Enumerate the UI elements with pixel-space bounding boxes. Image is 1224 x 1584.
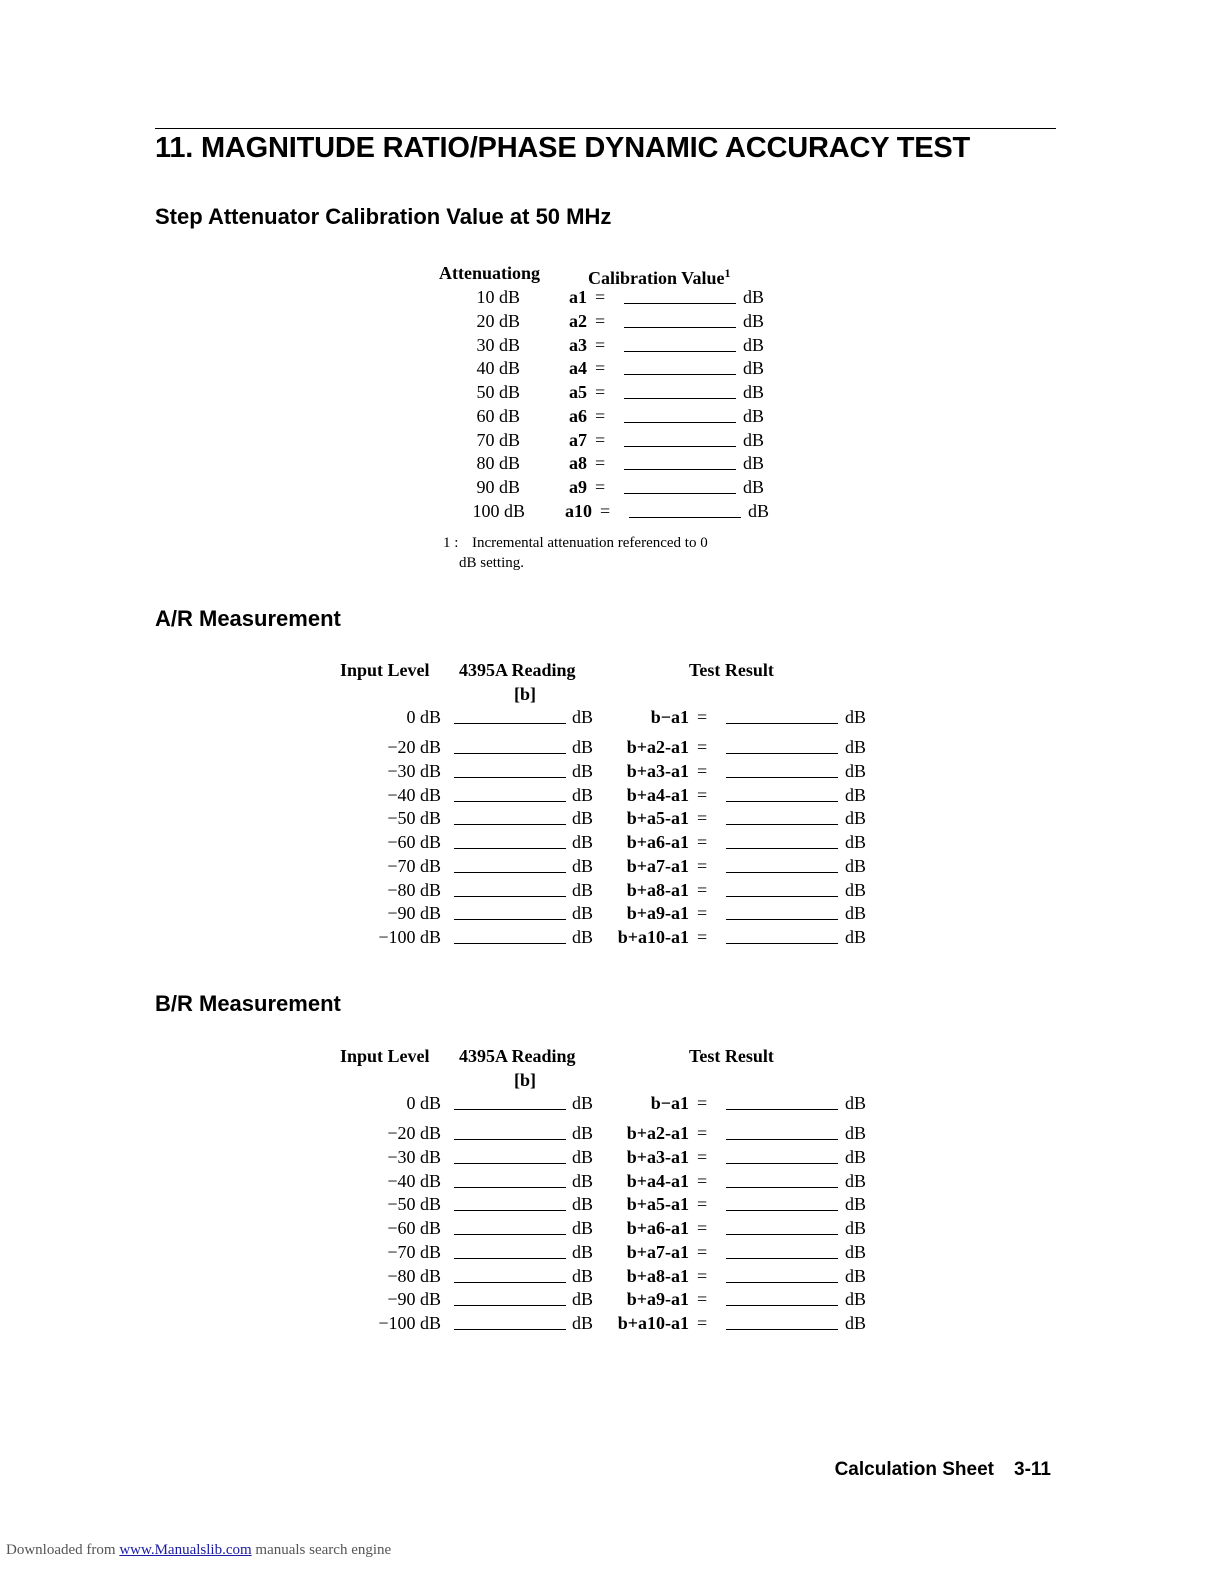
- test-result-field[interactable]: [726, 1234, 838, 1235]
- reading-field[interactable]: [454, 1109, 566, 1110]
- equals-sign: =: [697, 707, 708, 727]
- result-unit: dB: [845, 1266, 867, 1286]
- equals-sign: =: [595, 477, 606, 497]
- equals-sign: =: [595, 453, 606, 473]
- equals-sign: =: [697, 1266, 708, 1286]
- reading-unit: dB: [572, 856, 594, 876]
- result-unit: dB: [845, 1147, 867, 1167]
- reading-unit: dB: [572, 737, 594, 757]
- result-unit: dB: [845, 707, 867, 727]
- reading-unit: dB: [572, 785, 594, 805]
- result-formula: b+a3-a1: [626, 761, 689, 781]
- calibration-value-field[interactable]: [624, 374, 736, 375]
- equals-sign: =: [697, 785, 708, 805]
- test-result-field[interactable]: [726, 824, 838, 825]
- calibration-value-field[interactable]: [624, 327, 736, 328]
- reading-field[interactable]: [454, 1329, 566, 1330]
- calibration-label: a10: [565, 501, 592, 521]
- col-reading-subheader: [b]: [514, 684, 536, 704]
- attenuation-value: 80 dB: [476, 453, 520, 473]
- input-level: −40 dB: [387, 785, 441, 805]
- equals-sign: =: [697, 1289, 708, 1309]
- col-input-level-header: Input Level: [340, 660, 430, 680]
- reading-unit: dB: [572, 1289, 594, 1309]
- test-result-field[interactable]: [726, 1305, 838, 1306]
- input-level: −100 dB: [378, 1313, 441, 1333]
- reading-unit: dB: [572, 1093, 594, 1113]
- attenuation-value: 50 dB: [476, 382, 520, 402]
- result-formula: b+a10-a1: [617, 1313, 689, 1333]
- ar-measurement-heading: A/R Measurement: [155, 606, 341, 631]
- calibration-label: a7: [569, 430, 587, 450]
- equals-sign: =: [697, 1242, 708, 1262]
- equals-sign: =: [595, 382, 606, 402]
- result-unit: dB: [845, 903, 867, 923]
- attenuation-value: 40 dB: [476, 358, 520, 378]
- result-unit: dB: [845, 880, 867, 900]
- equals-sign: =: [697, 927, 708, 947]
- col-test-result-header: Test Result: [689, 1046, 774, 1066]
- equals-sign: =: [697, 1093, 708, 1113]
- result-formula: b−a1: [650, 707, 689, 727]
- reading-field[interactable]: [454, 777, 566, 778]
- test-result-field[interactable]: [726, 919, 838, 920]
- equals-sign: =: [600, 501, 611, 521]
- result-unit: dB: [845, 832, 867, 852]
- test-result-field[interactable]: [726, 848, 838, 849]
- equals-sign: =: [697, 808, 708, 828]
- calibration-label: a1: [569, 287, 587, 307]
- test-result-field[interactable]: [726, 723, 838, 724]
- equals-sign: =: [697, 880, 708, 900]
- result-unit: dB: [845, 808, 867, 828]
- unit-label: dB: [743, 382, 765, 402]
- reading-field[interactable]: [454, 753, 566, 754]
- input-level: −30 dB: [387, 761, 441, 781]
- reading-unit: dB: [572, 707, 594, 727]
- reading-field[interactable]: [454, 1163, 566, 1164]
- reading-unit: dB: [572, 880, 594, 900]
- equals-sign: =: [595, 287, 606, 307]
- unit-label: dB: [743, 477, 765, 497]
- equals-sign: =: [595, 311, 606, 331]
- result-unit: dB: [845, 785, 867, 805]
- page-title: 11. MAGNITUDE RATIO/PHASE DYNAMIC ACCURACY TEST: [155, 132, 971, 164]
- input-level: −20 dB: [387, 1123, 441, 1143]
- reading-field[interactable]: [454, 872, 566, 873]
- reading-field[interactable]: [454, 801, 566, 802]
- test-result-field[interactable]: [726, 1258, 838, 1259]
- input-level: −60 dB: [387, 832, 441, 852]
- unit-label: dB: [743, 287, 765, 307]
- result-formula: b+a6-a1: [626, 832, 689, 852]
- input-level: −100 dB: [378, 927, 441, 947]
- reading-field[interactable]: [454, 1234, 566, 1235]
- br-measurement-heading: B/R Measurement: [155, 991, 341, 1016]
- attenuation-value: 10 dB: [476, 287, 520, 307]
- col-attenuating-header: Attenuationg: [439, 263, 541, 283]
- calibration-value-field[interactable]: [624, 398, 736, 399]
- calibration-value-field[interactable]: [624, 446, 736, 447]
- footer-page-number: 3-11: [1014, 1459, 1051, 1480]
- reading-field[interactable]: [454, 919, 566, 920]
- result-unit: dB: [845, 761, 867, 781]
- attenuation-value: 30 dB: [476, 335, 520, 355]
- calibration-value-field[interactable]: [624, 469, 736, 470]
- equals-sign: =: [595, 335, 606, 355]
- test-result-field[interactable]: [726, 1139, 838, 1140]
- unit-label: dB: [748, 501, 770, 521]
- input-level: 0 dB: [406, 707, 441, 727]
- reading-unit: dB: [572, 927, 594, 947]
- reading-unit: dB: [572, 1171, 594, 1191]
- result-unit: dB: [845, 1171, 867, 1191]
- unit-label: dB: [743, 335, 765, 355]
- equals-sign: =: [595, 406, 606, 426]
- col-reading-subheader: [b]: [514, 1070, 536, 1090]
- result-unit: dB: [845, 1194, 867, 1214]
- test-result-field[interactable]: [726, 896, 838, 897]
- equals-sign: =: [595, 430, 606, 450]
- input-level: −70 dB: [387, 1242, 441, 1262]
- equals-sign: =: [697, 903, 708, 923]
- step-attenuator-heading: Step Attenuator Calibration Value at 50 MHz: [155, 204, 612, 229]
- attenuation-value: 60 dB: [476, 406, 520, 426]
- reading-field[interactable]: [454, 723, 566, 724]
- input-level: −40 dB: [387, 1171, 441, 1191]
- result-formula: b+a9-a1: [626, 903, 689, 923]
- reading-unit: dB: [572, 1123, 594, 1143]
- footnote-superscript: 1: [724, 266, 731, 280]
- result-formula: b+a3-a1: [626, 1147, 689, 1167]
- reading-field[interactable]: [454, 848, 566, 849]
- reading-unit: dB: [572, 1313, 594, 1333]
- manualslib-link[interactable]: www.Manualslib.com: [119, 1542, 252, 1558]
- calibration-label: a2: [569, 311, 587, 331]
- input-level: −30 dB: [387, 1147, 441, 1167]
- attenuation-value: 90 dB: [476, 477, 520, 497]
- reading-unit: dB: [572, 808, 594, 828]
- download-prefix: Downloaded from: [6, 1542, 116, 1558]
- footnote-marker: 1 :: [443, 535, 459, 551]
- calibration-label: a4: [569, 358, 587, 378]
- result-unit: dB: [845, 1313, 867, 1333]
- result-unit: dB: [845, 856, 867, 876]
- footer-section-label: Calculation Sheet: [834, 1459, 994, 1480]
- col-input-level-header: Input Level: [340, 1046, 430, 1066]
- input-level: −90 dB: [387, 1289, 441, 1309]
- col-calibration-header: Calibration Value$^1$: [588, 266, 731, 288]
- footnote-text-line1: Incremental attenuation referenced to 0: [472, 535, 708, 551]
- input-level: −80 dB: [387, 880, 441, 900]
- result-unit: dB: [845, 1289, 867, 1309]
- calibration-label: a3: [569, 335, 587, 355]
- calibration-label: a8: [569, 453, 587, 473]
- equals-sign: =: [697, 856, 708, 876]
- equals-sign: =: [697, 1313, 708, 1333]
- result-formula: b+a6-a1: [626, 1218, 689, 1238]
- reading-field[interactable]: [454, 1210, 566, 1211]
- result-unit: dB: [845, 1093, 867, 1113]
- reading-field[interactable]: [454, 1305, 566, 1306]
- calibration-value-field[interactable]: [624, 422, 736, 423]
- equals-sign: =: [697, 832, 708, 852]
- test-result-field[interactable]: [726, 1109, 838, 1110]
- equals-sign: =: [697, 1218, 708, 1238]
- download-suffix: manuals search engine: [255, 1542, 392, 1558]
- result-formula: b+a10-a1: [617, 927, 689, 947]
- unit-label: dB: [743, 311, 765, 331]
- test-result-field[interactable]: [726, 753, 838, 754]
- result-formula: b−a1: [650, 1093, 689, 1113]
- result-unit: dB: [845, 1218, 867, 1238]
- col-reading-header: 4395A Reading: [459, 1046, 576, 1066]
- test-result-field[interactable]: [726, 1210, 838, 1211]
- col-test-result-header: Test Result: [689, 660, 774, 680]
- reading-unit: dB: [572, 903, 594, 923]
- calibration-value-field[interactable]: [624, 303, 736, 304]
- input-level: −80 dB: [387, 1266, 441, 1286]
- equals-sign: =: [697, 1194, 708, 1214]
- attenuation-value: 20 dB: [476, 311, 520, 331]
- input-level: 0 dB: [406, 1093, 441, 1113]
- result-formula: b+a8-a1: [626, 880, 689, 900]
- unit-label: dB: [743, 406, 765, 426]
- calibration-value-field[interactable]: [624, 493, 736, 494]
- reading-field[interactable]: [454, 1139, 566, 1140]
- result-unit: dB: [845, 737, 867, 757]
- equals-sign: =: [697, 1147, 708, 1167]
- col-reading-header: 4395A Reading: [459, 660, 576, 680]
- calibration-label: a9: [569, 477, 587, 497]
- footnote-text-line2: dB setting.: [459, 555, 525, 571]
- input-level: −20 dB: [387, 737, 441, 757]
- input-level: −70 dB: [387, 856, 441, 876]
- result-formula: b+a7-a1: [626, 856, 689, 876]
- result-formula: b+a5-a1: [626, 1194, 689, 1214]
- reading-unit: dB: [572, 1266, 594, 1286]
- result-formula: b+a2-a1: [626, 1123, 689, 1143]
- reading-field[interactable]: [454, 1282, 566, 1283]
- input-level: −90 dB: [387, 903, 441, 923]
- test-result-field[interactable]: [726, 1187, 838, 1188]
- equals-sign: =: [697, 1123, 708, 1143]
- attenuation-value: 70 dB: [476, 430, 520, 450]
- result-formula: b+a4-a1: [626, 785, 689, 805]
- top-rule: [155, 128, 1056, 129]
- input-level: −50 dB: [387, 1194, 441, 1214]
- result-formula: b+a5-a1: [626, 808, 689, 828]
- equals-sign: =: [697, 1171, 708, 1191]
- reading-unit: dB: [572, 1218, 594, 1238]
- reading-field[interactable]: [454, 896, 566, 897]
- result-formula: b+a7-a1: [626, 1242, 689, 1262]
- test-result-field[interactable]: [726, 1163, 838, 1164]
- result-unit: dB: [845, 1123, 867, 1143]
- test-result-field[interactable]: [726, 943, 838, 944]
- equals-sign: =: [595, 358, 606, 378]
- result-formula: b+a8-a1: [626, 1266, 689, 1286]
- unit-label: dB: [743, 453, 765, 473]
- attenuation-value: 100 dB: [472, 501, 525, 521]
- test-result-field[interactable]: [726, 1282, 838, 1283]
- input-level: −60 dB: [387, 1218, 441, 1238]
- reading-unit: dB: [572, 1147, 594, 1167]
- input-level: −50 dB: [387, 808, 441, 828]
- reading-field[interactable]: [454, 1187, 566, 1188]
- reading-unit: dB: [572, 832, 594, 852]
- result-formula: b+a9-a1: [626, 1289, 689, 1309]
- reading-unit: dB: [572, 761, 594, 781]
- reading-unit: dB: [572, 1194, 594, 1214]
- result-unit: dB: [845, 927, 867, 947]
- test-result-field[interactable]: [726, 777, 838, 778]
- download-notice: [6, 1542, 391, 1559]
- result-formula: b+a4-a1: [626, 1171, 689, 1191]
- equals-sign: =: [697, 761, 708, 781]
- result-unit: dB: [845, 1242, 867, 1262]
- test-result-field[interactable]: [726, 801, 838, 802]
- reading-unit: dB: [572, 1242, 594, 1262]
- unit-label: dB: [743, 430, 765, 450]
- reading-field[interactable]: [454, 943, 566, 944]
- reading-field[interactable]: [454, 1258, 566, 1259]
- test-result-field[interactable]: [726, 1329, 838, 1330]
- reading-field[interactable]: [454, 824, 566, 825]
- calibration-value-field[interactable]: [629, 517, 741, 518]
- calibration-value-field[interactable]: [624, 351, 736, 352]
- equals-sign: =: [697, 737, 708, 757]
- calibration-label: a5: [569, 382, 587, 402]
- test-result-field[interactable]: [726, 872, 838, 873]
- unit-label: dB: [743, 358, 765, 378]
- calibration-label: a6: [569, 406, 587, 426]
- result-formula: b+a2-a1: [626, 737, 689, 757]
